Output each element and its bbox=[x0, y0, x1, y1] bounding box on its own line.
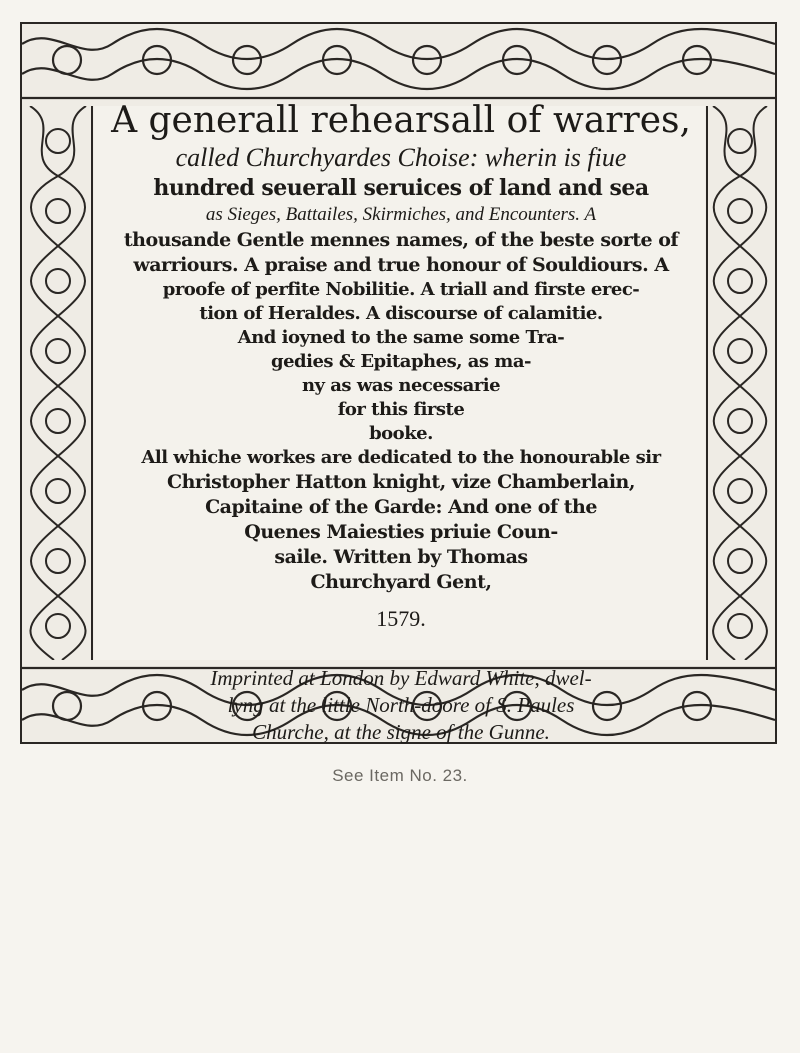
title-line-13: booke. bbox=[369, 423, 433, 444]
title-line-11: ny as was necessarie bbox=[301, 375, 501, 396]
dedication-line-3: Capitaine of the Garde: And one of the bbox=[205, 496, 597, 518]
dedication-line-2: Christopher Hatton knight, vize Chamberlain, bbox=[166, 471, 635, 493]
title-line-10: gedies & Epitaphes, as ma- bbox=[271, 351, 531, 372]
title-line-9: And ioyned to the same some Tra- bbox=[237, 327, 565, 348]
dedication-line-5: saile. Written by Thomas bbox=[274, 546, 528, 568]
title-line-7: proofe of perfite Nobilitie. A triall and firste erec- bbox=[162, 279, 640, 300]
publication-year: 1579. bbox=[376, 606, 426, 631]
item-caption: See Item No. 23. bbox=[332, 766, 468, 785]
right-ornament-column bbox=[705, 106, 775, 660]
title-text-block bbox=[100, 100, 702, 744]
left-ornament-column bbox=[22, 106, 94, 660]
imprint-line-3: Churche, at the signe of the Gunne. bbox=[252, 720, 550, 744]
title-line-3: hundred seuerall seruices of land and sea bbox=[153, 175, 649, 201]
title-line-2: called Churchyardes Choise: wherin is fiue bbox=[175, 143, 627, 172]
title-line-5: thousande Gentle mennes names, of the beste sorte of bbox=[123, 229, 679, 251]
dedication-line-1: All whiche workes are dedicated to the honourable sir bbox=[141, 447, 661, 468]
title-line-1: A generall rehearsall of warres, bbox=[111, 100, 691, 141]
top-ornament-band bbox=[22, 24, 775, 106]
title-line-8: tion of Heraldes. A discourse of calamitie. bbox=[199, 303, 603, 324]
title-page-frame bbox=[20, 22, 777, 744]
title-line-6: warriours. A praise and true honour of Souldiours. A bbox=[133, 254, 669, 276]
dedication-line-6: Churchyard Gent, bbox=[310, 571, 492, 593]
dedication-line-4: Quenes Maiesties priuie Coun- bbox=[244, 521, 558, 543]
title-line-12: for this firste bbox=[337, 399, 465, 420]
title-line-4: as Sieges, Battailes, Skirmiches, and Encounters. A bbox=[205, 204, 597, 225]
imprint-line-2: lyng at the little North-doore of S. Paules bbox=[227, 693, 575, 717]
imprint-line-1: Imprinted at London by Edward White, dwel- bbox=[210, 666, 592, 690]
